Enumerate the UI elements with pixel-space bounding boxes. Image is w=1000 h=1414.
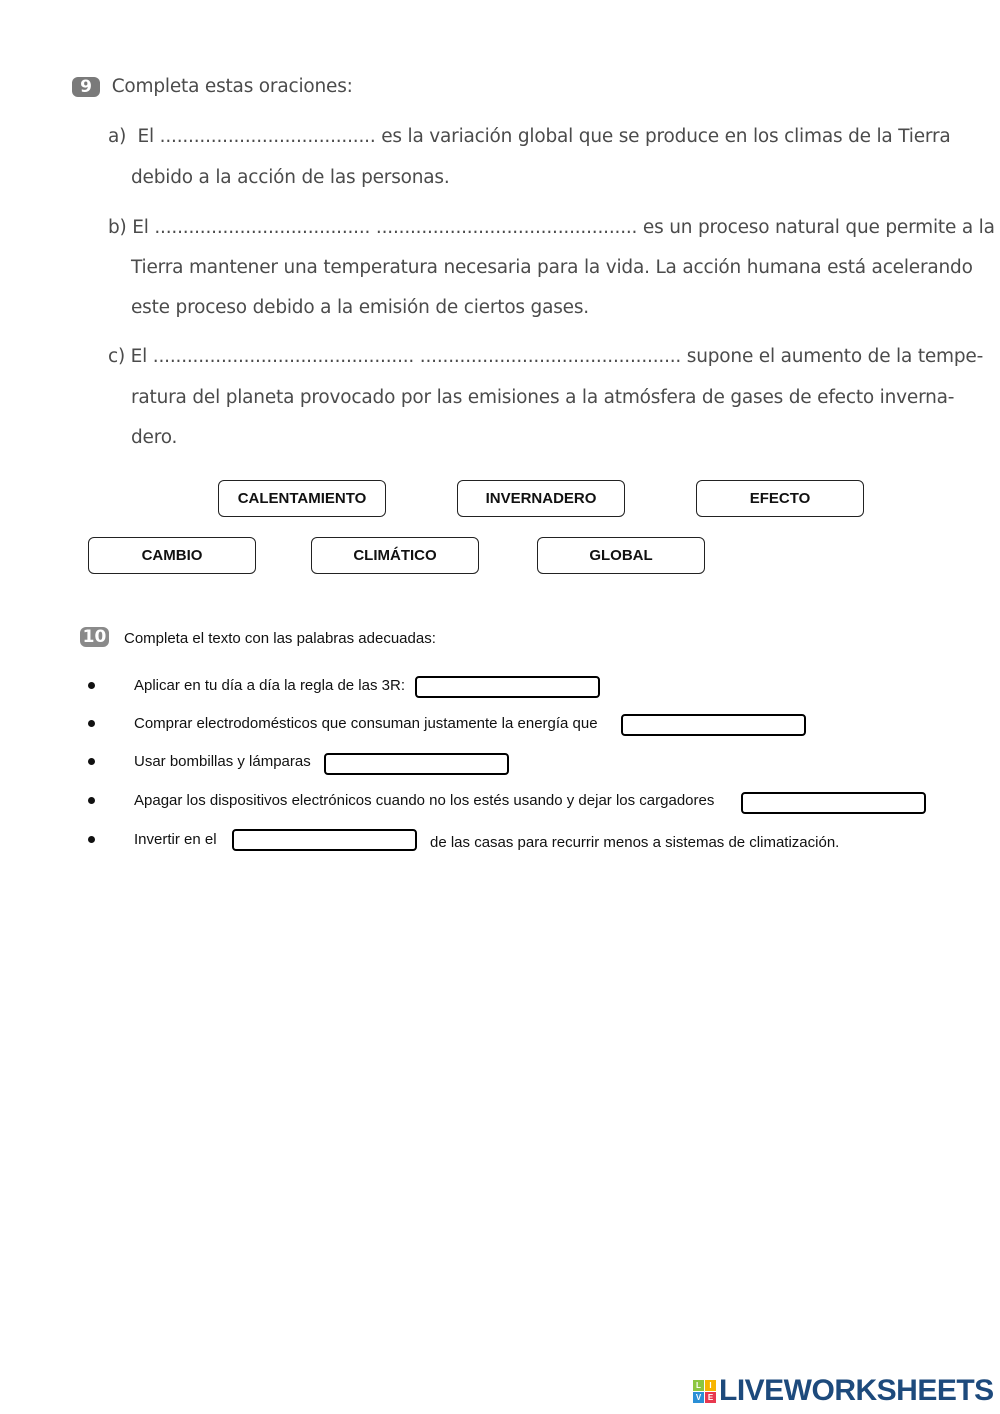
logo-text: LIVEWORKSHEETS: [719, 1374, 994, 1407]
answer-input-4[interactable]: [741, 792, 926, 814]
bullet-icon: [88, 758, 95, 765]
text: es un proceso natural que permite a la: [642, 217, 995, 238]
item-text: Apagar los dispositivos electrónicos cuando no los estés usando y dejar los cargadores: [134, 792, 715, 809]
exercise-number-badge: 10: [80, 627, 109, 647]
bullet-icon: [88, 682, 95, 689]
word-card-global[interactable]: GLOBAL: [537, 537, 705, 574]
blank[interactable]: ..............................................: [375, 217, 638, 238]
exercise-9-heading: [72, 76, 353, 97]
item-text: Comprar electrodomésticos que consuman justamente la energía que: [134, 715, 598, 732]
exercise-number-badge: 9: [72, 77, 100, 97]
logo-tile: L: [693, 1380, 704, 1391]
logo-tiles-icon: [693, 1380, 716, 1403]
item-label: c) El: [108, 346, 148, 367]
item-text: Aplicar en tu día a día la regla de las 3R:: [134, 677, 405, 694]
answer-input-1[interactable]: [415, 676, 600, 698]
blank[interactable]: ..............................................: [152, 346, 415, 367]
bullet-icon: [88, 797, 95, 804]
sentence-b-line2: Tierra mantener una temperatura necesaria para la vida. La acción humana está acelerando: [131, 257, 973, 278]
item-label: b) El: [108, 217, 149, 238]
word-card-efecto[interactable]: EFECTO: [696, 480, 864, 517]
sentence-c-line1: [108, 346, 984, 367]
exercise-10-title: Completa el texto con las palabras adecuadas:: [124, 630, 436, 647]
sentence-c-line3: dero.: [131, 427, 178, 448]
answer-input-2[interactable]: [621, 714, 806, 736]
logo-tile: V: [693, 1392, 704, 1403]
answer-input-3[interactable]: [324, 753, 509, 775]
word-card-invernadero[interactable]: INVERNADERO: [457, 480, 625, 517]
blank[interactable]: ......................................: [159, 126, 376, 147]
text: es la variación global que se produce en los climas de la Tierra: [381, 126, 951, 147]
liveworksheets-logo: [693, 1374, 994, 1408]
blank[interactable]: ......................................: [154, 217, 371, 238]
text: El: [137, 126, 154, 147]
word-card-calentamiento[interactable]: CALENTAMIENTO: [218, 480, 386, 517]
item-text: Invertir en el: [134, 831, 217, 848]
sentence-c-line2: ratura del planeta provocado por las emisiones a la atmósfera de gases de efecto inverna-: [131, 387, 955, 408]
item-text: Usar bombillas y lámparas: [134, 753, 311, 770]
bullet-icon: [88, 836, 95, 843]
exercise-title: Completa estas oraciones:: [111, 76, 353, 97]
sentence-b-line1: [108, 217, 995, 238]
item-text-after: de las casas para recurrir menos a sistemas de climatización.: [430, 834, 840, 851]
word-card-cambio[interactable]: CAMBIO: [88, 537, 256, 574]
word-card-climatico[interactable]: CLIMÁTICO: [311, 537, 479, 574]
answer-input-5[interactable]: [232, 829, 417, 851]
logo-tile: I: [705, 1380, 716, 1391]
sentence-a-line2: debido a la acción de las personas.: [131, 167, 450, 188]
sentence-b-line3: este proceso debido a la emisión de ciertos gases.: [131, 297, 589, 318]
item-label: a): [108, 126, 127, 147]
bullet-icon: [88, 720, 95, 727]
logo-tile: E: [705, 1392, 716, 1403]
blank[interactable]: ..............................................: [419, 346, 682, 367]
sentence-a-line1: [108, 126, 951, 147]
text: supone el aumento de la tempe-: [686, 346, 984, 367]
